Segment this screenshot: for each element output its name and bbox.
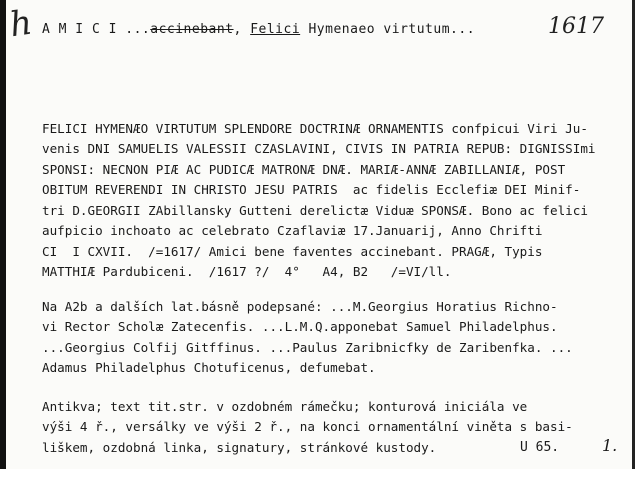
heading-struck-word: accinebant <box>150 22 234 37</box>
card-heading <box>42 22 475 37</box>
physical-description <box>42 376 573 479</box>
title-line: SPONSI: NECNON PIÆ AC PUDICÆ MATRONÆ DNÆ. MARIÆ-ANNÆ ZABILLANIÆ, POST <box>42 161 566 177</box>
title-line: CI I CXVII. /=1617/ Amici bene faventes accinebant. PRAGÆ, Typis <box>42 243 543 259</box>
heading-felici: Felici <box>250 22 301 37</box>
note-line: Adamus Philadelphus Chotuficenus, defumebat. <box>42 360 376 375</box>
card-left-edge <box>0 0 6 469</box>
call-number: U 65. <box>520 440 560 455</box>
handwritten-record-number: 1617 <box>548 14 604 39</box>
heading-prefix: A M I C I ... <box>42 22 151 37</box>
title-line: venis DNI SAMUELIS VALESSII CZASLAVINI, CIVIS IN PATRIA REPUB: DIGNISSImi <box>42 141 596 156</box>
note-line: ...Georgius Colfij Gitffinus. ...Paulus Zaribnicfky de Zaribenfka. ... <box>42 339 573 355</box>
title-line: tri D.GEORGII ZAbillansky Gutteni derelictæ Viduæ SPONSÆ. Bono ac felici <box>42 202 588 218</box>
handwritten-corner-mark: h <box>7 2 35 46</box>
title-line: aufpicio inchoato ac celebrato Czaflaviæ 17.Januarij, Anno Chrifti <box>42 223 543 238</box>
heading-rest: Hymenaeo virtutum... <box>300 22 476 37</box>
title-line: MATTHIÆ Pardubiceni. /1617 ?/ 4° A4, B2 /=VI/ll. <box>42 264 452 279</box>
description-line: výši 4 ř., versálky ve výši 2 ř., na konci ornamentální viněta s basi- <box>42 419 573 434</box>
title-transcription <box>42 98 596 303</box>
heading-comma: , <box>233 22 251 37</box>
description-line: liškem, ozdobná linka, signatury, stránkové kustody. <box>42 439 437 455</box>
description-line: Antikva; text tit.str. v ozdobném rámečku; konturová iniciála ve <box>42 398 528 414</box>
title-line: OBITUM REVERENDI IN CHRISTO JESU PATRIS ac fidelis Ecclefiæ DEI Minif- <box>42 182 581 197</box>
note-line: vi Rector Scholæ Zatecenfis. ...L.M.Q.apponebat Samuel Philadelphus. <box>42 319 558 334</box>
handwritten-sheet-number: 1. <box>602 436 618 455</box>
note-line: Na A2b a dalších lat.básně podepsané: ...M.Georgius Horatius Richno- <box>42 298 558 314</box>
title-line: FELICI HYMENÆO VIRTUTUM SPLENDORE DOCTRINÆ ORNAMENTIS confpicui Viri Ju- <box>42 120 588 136</box>
